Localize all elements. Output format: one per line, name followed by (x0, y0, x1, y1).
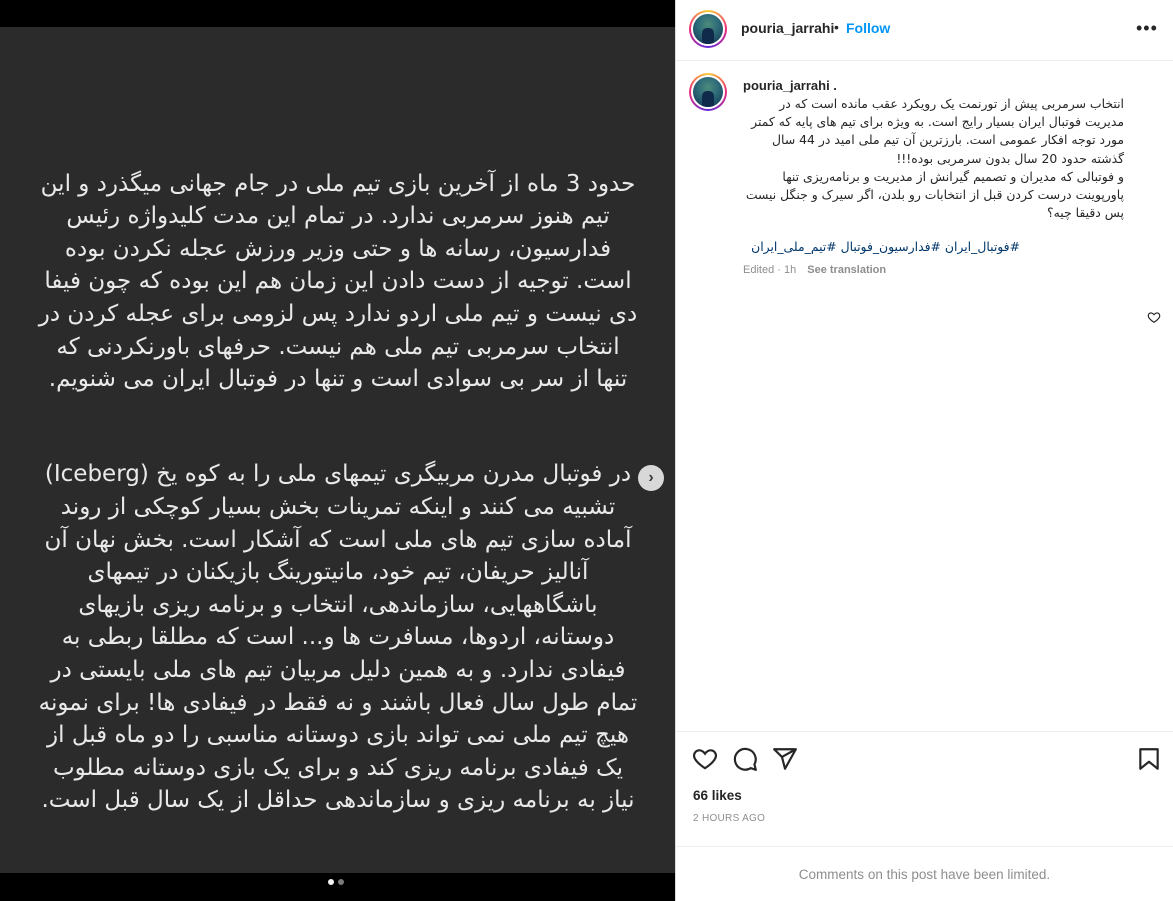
post-header (676, 0, 1173, 61)
header-separator: • (834, 19, 839, 35)
bookmark-icon[interactable] (1136, 746, 1162, 772)
caption-text: انتخاب سرمربی پیش از تورنمت یک رویکرد عقب مانده است که در مدیریت فوتبال ایران بسیار رایج است. به ویژه برای تیم های پایه که کمتر مورد توجه افکار عمومی است. بارزترین آن تیم ملی امید در 44 سال گذشته حدود 20 سال بدون سرمربی بوده!!! و فوتبالی که مدیران و تصمیم گیرانش از مدیریت و برنامه‌ریزی تنها پاورپوینت درست کردن قبل از انتخابات رو بلدن، اگر سیرک و جنگل نیست پس دقیقا چیه؟ (745, 96, 1124, 221)
caption-username[interactable]: pouria_jarrahi . (743, 78, 837, 93)
share-icon[interactable] (772, 746, 798, 772)
slide-paragraph-2: در فوتبال مدرن مربیگری تیمهای ملی را به کوه یخ (Iceberg) تشبیه می کنند و اینکه تمرینات بخش بسیار کوچکی از روند آماده سازی تیم های ملی است که آشکار است. بخش نهان آن آنالیز حریفان، تیم خود، مانیتورینگ بازیکنان در تیمهای باشگاههایی، سازماندهی، انتخاب و برنامه ریزی بازیهای دوستانه، اردوها، مسافرت ها و... است که مطلقا ربطی به فیفادی ندارد. و به همین دلیل مربیان تیم های ملی بایستی در تمام طول سال فعال باشند و نه فقط در فیفادی ها! برای نمونه هیچ تیم ملی نمی تواند بازی دوستانه مناسبی را دو ماه قبل از یک فیفادی برنامه ریزی کند و برای یک بازی دوستانه مطلوب نیاز به برنامه ریزی و سازماندهی حداقل از یک سال قبل است. (38, 461, 638, 814)
likes-count[interactable]: 66 likes (693, 788, 742, 803)
post-side-panel (675, 0, 1173, 901)
heart-icon[interactable] (692, 746, 718, 772)
header-username[interactable]: pouria_jarrahi (741, 20, 835, 36)
more-options-icon[interactable]: ••• (1136, 18, 1158, 38)
follow-button[interactable]: Follow (846, 20, 891, 36)
caption-avatar[interactable] (689, 73, 727, 111)
avatar-image (693, 77, 723, 107)
post-actions-bar (676, 731, 1173, 792)
slide-paragraph-1: حدود 3 ماه از آخرین بازی تیم ملی در جام جهانی میگذرد و این تیم هنوز سرمربی ندارد. در تمام این مدت کلیدواژه رئیس فدارسیون، رسانه ها و حتی وزیر ورزش عجله نکردن بوده است. توجیه از دست دادن این زمان هم این بوده که چون فیفا دی نیست و تیم ملی اردو ندارد پس لزومی برای عجله کردن در انتخاب سرمربی تیم ملی هم نیست. حرفهای باورنکردنی که تنها از سر بی سوادی است و تنها در فوتبال ایران می شنویم. (38, 170, 638, 393)
caption-meta (743, 264, 886, 276)
comments-limited-notice: Comments on this post have been limited. (676, 846, 1173, 901)
see-translation-link[interactable]: See translation (807, 264, 887, 276)
carousel-dot-1 (328, 879, 334, 885)
post-timestamp[interactable]: 2 HOURS AGO (693, 813, 766, 824)
carousel-slide (0, 27, 675, 873)
caption-heart-icon[interactable] (1147, 310, 1161, 324)
chevron-right-icon: › (648, 469, 654, 486)
comment-icon[interactable] (732, 746, 758, 772)
carousel-dot-2 (338, 879, 344, 885)
slide-text (38, 135, 638, 849)
edited-label: Edited · 1h (743, 264, 797, 276)
caption-hashtags[interactable]: #فوتبال_ایران #فدارسیون_فوتبال #تیم_ملی_ایران (751, 239, 1020, 254)
carousel-next-button[interactable] (638, 465, 664, 491)
carousel-dots (328, 879, 344, 885)
avatar[interactable] (689, 10, 727, 48)
avatar-image (693, 14, 723, 44)
